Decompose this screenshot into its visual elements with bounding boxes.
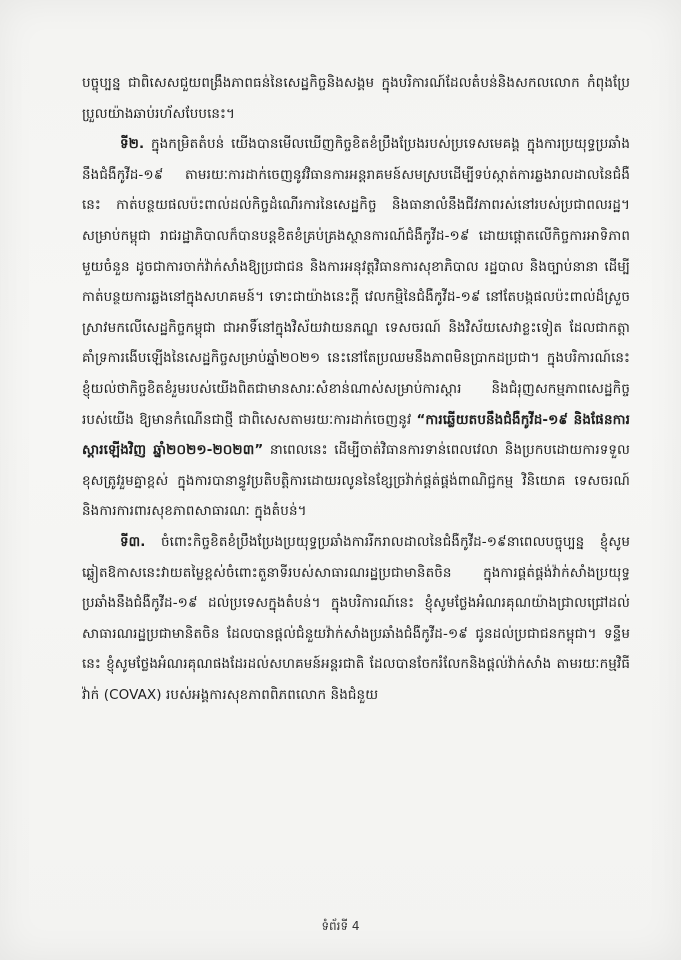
- paragraph-1-text: បច្ចុប្បន្ន ជាពិសេសជួយពង្រឹងភាពធន់នៃសេដ្ឋកិច្ចនិងសង្គម ក្នុងបរិការណ៍ដែលតំបន់និងសកលលោក កំពុងប្រែប្រួលយ៉ាងឆាប់រហ័សបែបនេះ។: [82, 75, 630, 122]
- paragraph-3: [82, 527, 630, 711]
- paragraph-1: [82, 68, 630, 129]
- page-number: ទំព័រទី 4: [321, 919, 360, 933]
- paragraph-2-emphasis: “ការឆ្លើយតបនឹងជំងឺកូវីដ-១៩ និងផែនការស្តារឡើងវិញ ឆ្នាំ២០២១-២០២៣”: [82, 411, 630, 459]
- paragraph-2-heading: ទី២.: [120, 136, 145, 153]
- paragraph-2-text: ក្នុងកម្រិតតំបន់ យើងបានមើលឃើញកិច្ចខិតខំប្រឹងប្រែងរបស់ប្រទេសមេគង្គ ក្នុងការប្រយុទ្ធប្រឆាំងនឹងជំងឺកូវីដ-១៩ តាមរយៈការដាក់ចេញនូវវិធានការអន្តរាគមន៍សមស្របដើម្បីទប់ស្កាត់ការឆ្លងរាលដាលនៃជំងឺនេះ កាត់បន្ថយផលប៉ះពាល់ដល់កិច្ចដំណើរការនៃសេដ្ឋកិច្ច និងធានាលំនឹងជីវភាពរស់នៅរបស់ប្រជាពលរដ្ឋ។ សម្រាប់កម្ពុជា រាជរដ្ឋាភិបាលក៏បានបន្តខិតខំគ្រប់គ្រងស្ថានការណ៍ជំងឺកូវីដ-១៩ ដោយផ្តោតលើកិច្ចការអាទិភាពមួយចំនួន ដូចជាការចាក់វ៉ាក់សាំងឱ្យប្រជាជន និងការអនុវត្តវិធានការសុខាភិបាល រដ្ឋបាល និងច្បាប់នានា ដើម្បីកាត់បន្ថយការឆ្លងនៅក្នុងសហគមន៍។ ទោះជាយ៉ាងនេះក្តី វេលកម្មិនៃជំងឺកូវីដ-១៩ នៅតែបង្កផលប៉ះពាល់ដ៏ស្រួចស្រាវមកលើសេដ្ឋកិច្ចកម្ពុជា ជាអាទិ៍នៅក្នុងវិស័យវាយនភណ្ឌ ទេសចរណ៍ និងវិស័យសេវាខ្លះទៀត ដែលជាកត្តាគាំទ្រការងើបឡើងនៃសេដ្ឋកិច្ចសម្រាប់ឆ្នាំ២០២១ នេះនៅតែប្រឈមនឹងភាពមិនប្រាកដប្រជា។ ក្នុងបរិការណ៍នេះ ខ្ញុំយល់ថាកិច្ចខិតខំរួមរបស់យើងពិតជាមានសារៈសំខាន់ណាស់សម្រាប់ការស្តារ និងជំរុញសកម្មភាពសេដ្ឋកិច្ចរបស់យើង ឱ្យមានកំណើនជាថ្មី ជាពិសេសតាមរយៈការដាក់ចេញនូវ: [82, 136, 630, 428]
- paragraph-2: [82, 129, 630, 527]
- paragraph-3-heading: ទី៣.: [120, 533, 146, 550]
- paragraph-2-text-after: នាពេលនេះ ដើម្បីចាត់វិធានការទាន់ពេលវេលា និងប្រកបដោយការទទួលខុសត្រូវរួមគ្នាខ្ពស់ ក្នុងការបានាន្ធូវប្រតិបត្តិការដោយរលូននៃខ្សែច្រវ៉ាក់ផ្គត់ផ្គង់ពាណិជ្ជកម្ម វិនិយោគ ទេសចរណ៍ និងការការពារសុខភាពសាធារណៈ ក្នុងតំបន់។: [82, 442, 630, 520]
- paragraph-3-text: ចំពោះកិច្ចខិតខំប្រឹងប្រែងប្រយុទ្ធប្រឆាំងការរីករាលដាលនៃជំងឺកូវីដ-១៩នាពេលបច្ចុប្បន្ន ខ្ញុំសូមឆ្លៀតឱកាសនេះវាយតម្លៃខ្ពស់ចំពោះតួនាទីរបស់សាធារណរដ្ឋប្រជាមានិតចិន ក្នុងការផ្គត់ផ្គង់វ៉ាក់សាំងប្រយុទ្ធប្រឆាំងនឹងជំងឺកូវីដ-១៩ ដល់ប្រទេសក្នុងតំបន់។ ក្នុងបរិការណ៍នេះ ខ្ញុំសូមថ្លែងអំណរគុណយ៉ាងជ្រាលជ្រៅដល់សាធារណរដ្ឋប្រជាមានិតចិន ដែលបានផ្តល់ជំនួយវ៉ាក់សាំងប្រឆាំងជំងឺកូវីដ-១៩ ជូនដល់ប្រជាជនកម្ពុជា។ ទន្ទឹមនេះ ខ្ញុំសូមថ្លែងអំណរគុណផងដែរដល់សហគមន៍អន្តរជាតិ ដែលបានចែករំលែកនិងផ្តល់វ៉ាក់សាំង តាមរយៈកម្មវិធីវ៉ាក់ (COVAX) របស់អង្គការសុខភាពពិភពលោក និងជំនួយ: [82, 533, 630, 703]
- body-text: [82, 68, 630, 710]
